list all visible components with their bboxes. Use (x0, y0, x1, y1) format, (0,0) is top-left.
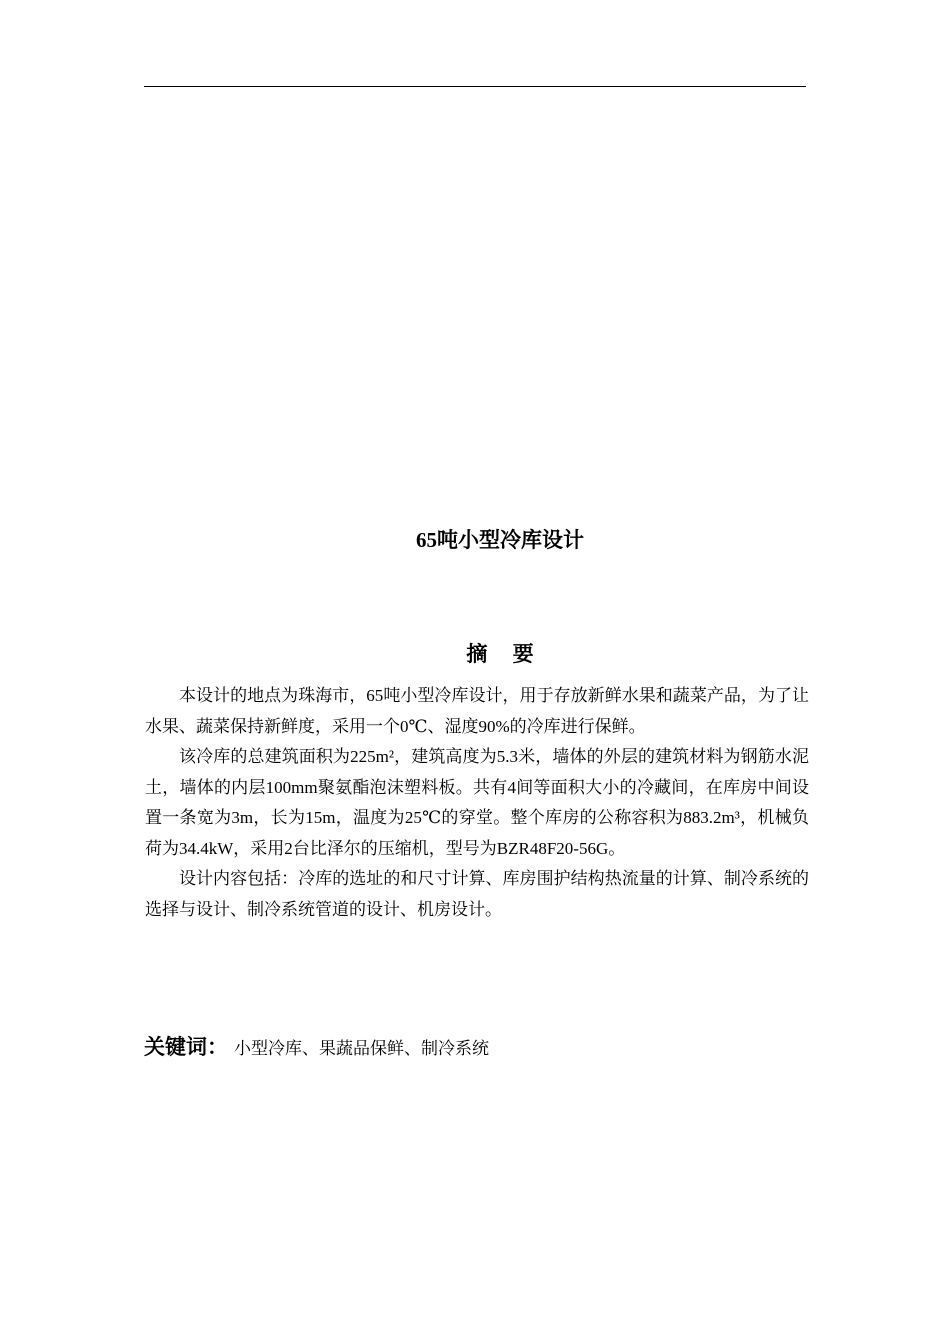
header-rule (144, 86, 806, 87)
abstract-heading: 摘要 (466, 642, 559, 666)
abstract-paragraph: 该冷库的总建筑面积为225m²，建筑高度为5.3米，墙体的外层的建筑材料为钢筋水泥土，墙体的内层100mm聚氨酯泡沫塑料板。共有4间等面积大小的冷藏间，在库房中间设置一条宽为3m，长为15m，温度为25℃的穿堂。整个库房的公称容积为883.2m³，机械负荷为34.4kW，采用2台比泽尔的压缩机，型号为BZR48F20-56G。 (145, 747, 809, 858)
keywords-line (144, 1032, 808, 1065)
keywords-label: 关键词： (144, 1035, 228, 1059)
keywords-value: 小型冷库、果蔬品保鲜、制冷系统 (234, 1039, 489, 1058)
abstract-paragraph: 设计内容包括：冷库的选址的和尺寸计算、库房围护结构热流量的计算、制冷系统的选择与设计、制冷系统管道的设计、机房设计。 (145, 869, 809, 919)
abstract-paragraph: 本设计的地点为珠海市，65吨小型冷库设计，用于存放新鲜水果和蔬菜产品，为了让水果、蔬菜保持新鲜度，采用一个0℃、湿度90%的冷库进行保鲜。 (145, 686, 809, 736)
document-title: 65吨小型冷库设计 (416, 528, 584, 552)
abstract-body (145, 681, 809, 925)
